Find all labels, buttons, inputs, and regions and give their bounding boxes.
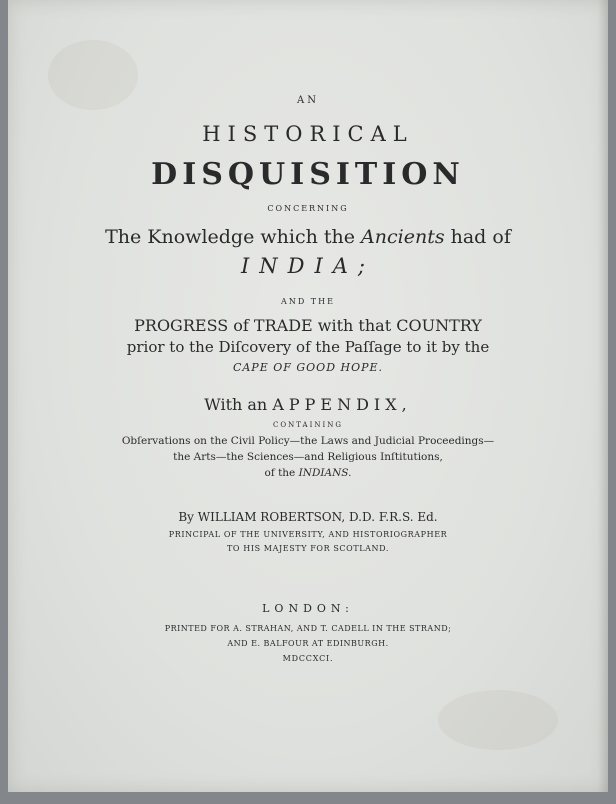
containing-label: CONTAINING xyxy=(273,421,343,429)
appendix-line xyxy=(8,397,608,413)
imprint-city: LONDON: xyxy=(262,602,354,615)
appendix-word: APPENDIX, xyxy=(272,395,412,414)
author-line: By WILLIAM ROBERTSON, D.D. F.R.S. Ed. xyxy=(178,510,438,524)
appendix-observations: Obſervations on the Civil Policy—the Laws and Judicial Proceedings— xyxy=(121,435,495,447)
paper-stain xyxy=(438,690,558,750)
title-disquisition: DISQUISITION xyxy=(151,157,465,192)
knowledge-text-post: had of xyxy=(444,226,511,248)
title-historical: HISTORICAL xyxy=(202,122,414,146)
page-edge-shadow xyxy=(598,0,608,792)
appendix-indians-line xyxy=(8,468,608,479)
knowledge-ancients: Ancients xyxy=(361,226,445,248)
author-title-line-2: TO HIS MAJESTY FOR SCOTLAND. xyxy=(227,544,389,553)
subtitle-cape: CAPE OF GOOD HOPE. xyxy=(232,361,384,374)
title-article: AN xyxy=(297,95,319,106)
knowledge-text-pre: The Knowledge which the xyxy=(105,226,362,248)
subtitle-prior: prior to the Diſcovery of the Paſſage to it by the xyxy=(126,338,490,356)
imprint-date: MDCCXCI. xyxy=(282,654,334,663)
and-the-label: AND THE xyxy=(281,297,335,306)
of-the-text: of the xyxy=(264,467,299,479)
imprint-balfour: AND E. BALFOUR AT EDINBURGH. xyxy=(227,639,389,648)
subtitle-india: INDIA; xyxy=(240,254,376,278)
concerning-label: CONCERNING xyxy=(267,204,349,213)
imprint-printers: PRINTED FOR A. STRAHAN, AND T. CADELL IN THE STRAND; xyxy=(164,624,452,633)
author-title-line-1: PRINCIPAL OF THE UNIVERSITY, AND HISTORIOGRAPHER xyxy=(168,530,448,539)
title-page xyxy=(8,0,608,792)
indians-word: INDIANS. xyxy=(298,467,352,479)
subtitle-progress: PROGRESS of TRADE with that COUNTRY xyxy=(134,316,482,335)
appendix-arts: the Arts—the Sciences—and Religious Inſtitutions, xyxy=(173,451,443,463)
subtitle-knowledge-line xyxy=(8,228,608,247)
with-an-text: With an xyxy=(204,395,273,414)
